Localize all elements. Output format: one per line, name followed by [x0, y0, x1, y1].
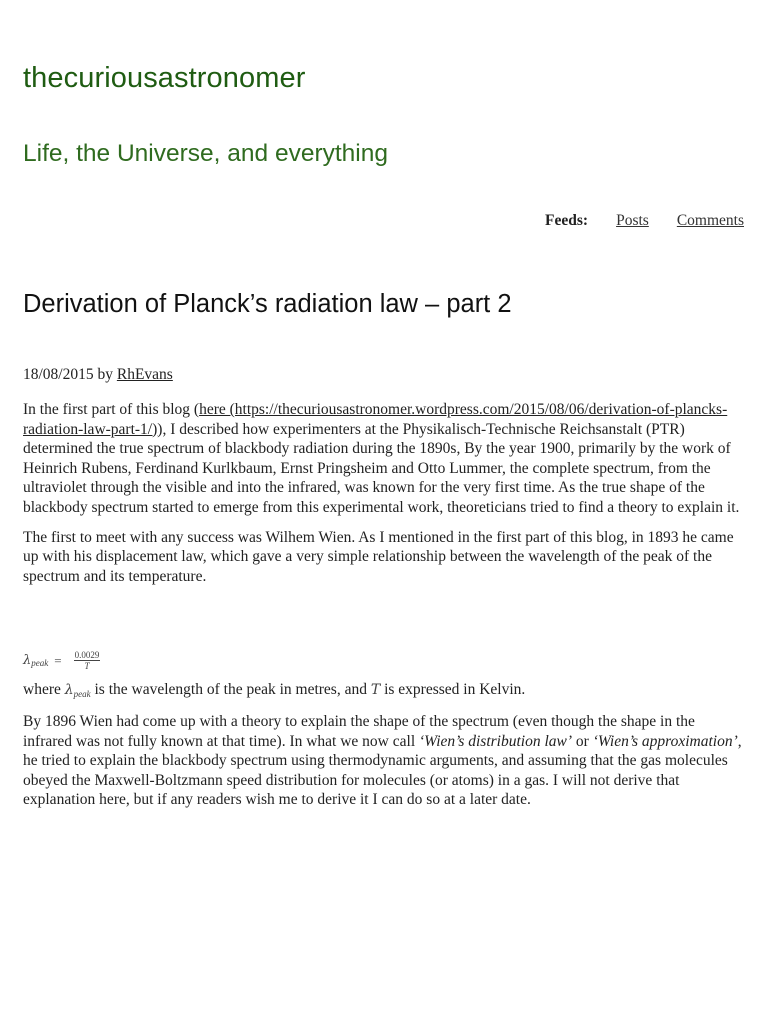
formula-fraction	[74, 650, 101, 671]
where-text: where	[23, 681, 65, 699]
inline-lambda-symbol: λ	[64, 682, 74, 699]
site-tagline: Life, the Universe, and everything	[23, 140, 388, 167]
formula-equals: =	[54, 652, 62, 668]
post-by-label: by	[97, 366, 113, 383]
post-title: Derivation of Planck’s radiation law – part 2	[23, 290, 512, 318]
site-title-link[interactable]: thecuriousastronomer	[23, 62, 306, 94]
inline-lambda-subscript: peak	[73, 689, 91, 700]
paragraph-intro	[23, 400, 745, 518]
post-date: 18/08/2015	[23, 366, 94, 383]
wien-approximation-term: ‘Wien’s approximation’	[592, 732, 738, 750]
inline-T: T	[370, 682, 381, 699]
comments-feed-link[interactable]: Comments	[676, 212, 744, 229]
wien-displacement-formula	[23, 640, 745, 680]
paragraph-wien-distribution	[23, 712, 745, 810]
inline-lambda	[65, 683, 91, 698]
intro-text-start: In the first part of this blog (	[23, 401, 200, 418]
where-text-end: is expressed in Kelvin.	[380, 681, 526, 699]
paragraph-where	[23, 680, 745, 702]
wien-dist-text-end: , he tried to explain the blackbody spectrum using thermodynamic arguments, and assuming that the gas molecules obeyed the Maxwell-Boltzmann speed distribution for molecules (or atoms) in a gas. I will not derive that explanation here, but if any readers wish me to derive it I can do so at a later date.	[23, 732, 742, 809]
feeds-label: Feeds:	[545, 212, 589, 229]
paragraph-wien-displacement: The first to meet with any success was Wilhem Wien. As I mentioned in the first part of this blog, in 1893 he came up with his displacement law, which gave a very simple relationship between the wavelength of the peak of the spectrum and its temperature.	[23, 528, 734, 585]
post-content	[23, 400, 745, 820]
author-link[interactable]: RhEvans	[116, 366, 173, 383]
wien-dist-text-start: By 1896 Wien had come up with a theory to explain the shape of the spectrum (even though the shape in the infrared was not fully known at that time). In what we now call	[23, 712, 695, 750]
intro-text-rest: ), I described how experimenters at the Physikalisch-Technische Reichsanstalt (PTR) determined the true spectrum of blackbody radiation during the 1890s, By the year 1900, primarily by the work of Heinrich Rubens, Ferdinand Kurlkbaum, Ernst Pringsheim and Otto Lummer, the complete spectrum, from the ultraviolet through the visible and into the infrared, was known for the very first time. As the true shape of the blackbody spectrum started to emerge from this experimental work, theoreticians tried to find a theory to explain it.	[23, 420, 740, 516]
feeds-bar	[545, 212, 744, 230]
posts-feed-link[interactable]: Posts	[616, 212, 649, 229]
wien-distribution-law-term: ‘Wien’s distribution law’	[419, 732, 573, 750]
where-text-middle: is the wavelength of the peak in metres, and	[90, 681, 371, 699]
formula-lambda: λ	[23, 652, 32, 668]
part1-link[interactable]: here (https://thecuriousastronomer.wordpress.com/2015/08/06/derivation-of-plancks-radiation-law-part-1/)	[23, 401, 728, 438]
wien-dist-or: or	[572, 732, 593, 750]
post-meta	[23, 366, 173, 384]
formula-subscript: peak	[31, 657, 49, 668]
formula-numerator: 0.0029	[74, 649, 100, 660]
formula-denominator: T	[84, 660, 90, 671]
